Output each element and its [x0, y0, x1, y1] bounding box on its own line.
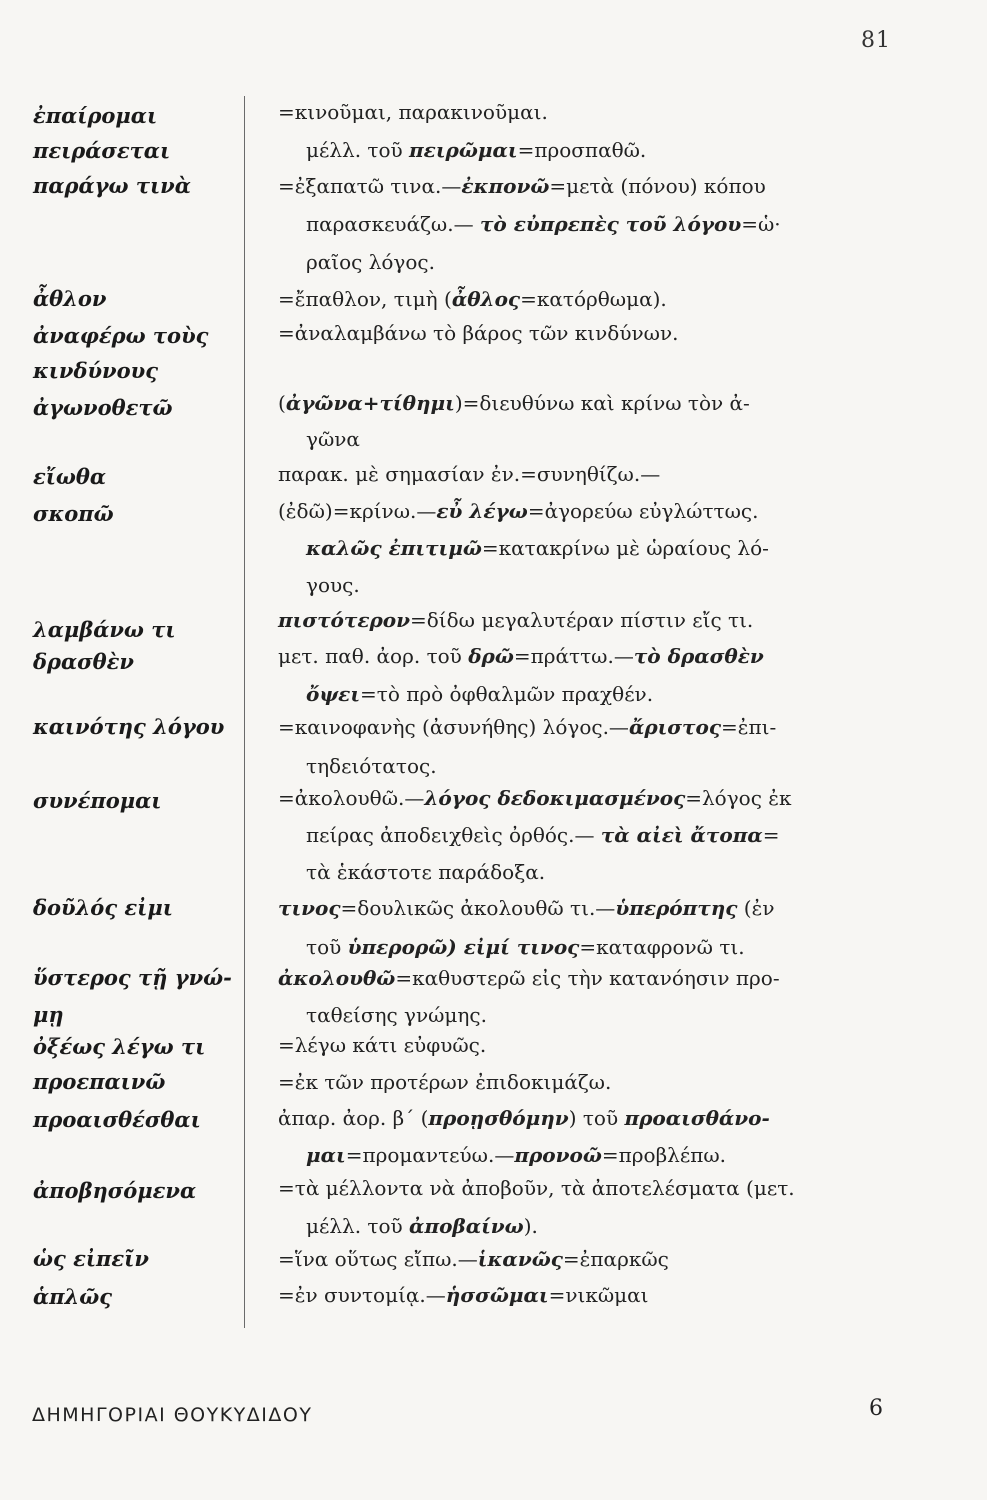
definition-text: =τὰ μέλλοντα νὰ ἀποβοῦν, τὰ ἀποτελέσματα (μετ. — [278, 1176, 795, 1200]
glossary-definition-line — [278, 605, 898, 635]
glossary-definition-line — [278, 318, 898, 348]
glossary-definition-line — [278, 1173, 898, 1203]
emphasized-lemma: ὑπερόπτης — [615, 896, 738, 920]
definition-text: =προμαντεύω.— — [345, 1143, 515, 1167]
definition-text: =ἐκ τῶν προτέρων ἐπιδοκιμάζω. — [278, 1070, 612, 1094]
glossary-term: προαισθέσθαι — [33, 1107, 201, 1132]
glossary-definition-line — [278, 1067, 898, 1097]
emphasized-lemma: τὰ αἰεὶ ἄτοπα — [600, 823, 763, 847]
definition-text: =ἔπαθλον, τιμὴ ( — [278, 287, 452, 311]
emphasized-lemma: λόγος δεδοκιμασμένος — [424, 786, 686, 810]
glossary-definition-line — [278, 459, 898, 489]
glossary-definition-line — [278, 641, 898, 671]
emphasized-lemma: ἀποβαίνω — [409, 1214, 524, 1238]
glossary-term: συνέπομαι — [33, 788, 162, 813]
glossary-definition-line — [306, 1211, 898, 1241]
glossary-definition-line — [278, 496, 898, 526]
glossary-definition-line — [278, 783, 898, 813]
definition-text: =ἐξαπατῶ τινα.— — [278, 174, 462, 198]
emphasized-lemma: προνοῶ — [514, 1143, 602, 1167]
glossary-definition-line — [278, 1103, 898, 1133]
glossary-definition-line — [306, 751, 898, 781]
glossary-definition-line — [306, 135, 898, 165]
definition-text: τὰ ἑκάστοτε παράδοξα. — [306, 860, 546, 884]
glossary-definition-line — [278, 284, 898, 314]
definition-text: ἀπαρ. ἀορ. β΄ ( — [278, 1106, 429, 1130]
glossary-term: δρασθὲν — [33, 649, 134, 674]
definition-text: =ἀκολουθῶ.— — [278, 786, 425, 810]
definition-text: =καινοφανὴς (ἀσυνήθης) λόγος.— — [278, 715, 629, 739]
definition-text: =ὡ· — [741, 212, 781, 236]
definition-text: = — [762, 823, 780, 847]
glossary-definition-line — [278, 712, 898, 742]
emphasized-lemma: μαι — [306, 1143, 346, 1167]
emphasized-lemma: πειρῶμαι — [409, 138, 518, 162]
definition-text: =λέγω κάτι εὐφυῶς. — [278, 1033, 487, 1057]
emphasized-lemma: δρῶ — [468, 644, 514, 668]
glossary-term: εἴωθα — [33, 464, 107, 489]
glossary-definition-line — [278, 171, 898, 201]
emphasized-lemma: ἀγῶνα+τίθημι — [285, 391, 455, 415]
glossary-term: ὡς εἰπεῖν — [33, 1246, 149, 1271]
definition-text: ). — [523, 1214, 538, 1238]
definition-text: ταθείσης γνώμης. — [306, 1003, 487, 1027]
emphasized-lemma: προῃσθόμην — [428, 1106, 569, 1130]
emphasized-lemma: ἄριστος — [628, 715, 722, 739]
glossary-definition-line — [278, 963, 898, 993]
emphasized-lemma: ἆθλος — [451, 287, 521, 311]
definition-text: τηδειότατος. — [306, 754, 437, 778]
definition-text: =ἐν συντομίᾳ.— — [278, 1283, 446, 1307]
definition-text: =μετὰ (πόνου) κόπου — [549, 174, 766, 198]
definition-text: =κατακρίνω μὲ ὡραίους λό- — [481, 536, 769, 560]
emphasized-lemma: προαισθάνο- — [624, 1106, 770, 1130]
glossary-term: μῃ — [33, 1002, 64, 1027]
definition-text: παρακ. μὲ σημασίαν ἐν.=συνηθίζω.— — [278, 462, 661, 486]
definition-text: μετ. παθ. ἀορ. τοῦ — [278, 644, 469, 668]
definition-text: μέλλ. τοῦ — [306, 1214, 410, 1238]
definition-text: γῶνα — [306, 427, 360, 451]
emphasized-lemma: ἡσσῶμαι — [445, 1283, 549, 1307]
definition-text: πείρας ἀποδειχθεὶς ὀρθός.— — [306, 823, 601, 847]
definition-text: =δίδω μεγαλυτέραν πίστιν εἴς τι. — [410, 608, 754, 632]
glossary-term: δοῦλός εἰμι — [33, 895, 173, 920]
definition-text: ( — [278, 391, 286, 415]
glossary-definition-line — [278, 97, 898, 127]
definition-text: =προσπαθῶ. — [517, 138, 647, 162]
glossary-definition-line — [278, 1244, 898, 1274]
definition-text: =προβλέπω. — [601, 1143, 727, 1167]
emphasized-lemma: πιστότερον — [278, 608, 410, 632]
definition-text: (ἐδῶ)=κρίνω.— — [278, 499, 437, 523]
glossary-definition-line — [278, 388, 898, 418]
glossary-definition-line — [306, 857, 898, 887]
definition-text: =καταφρονῶ τι. — [579, 935, 745, 959]
glossary-term: λαμβάνω τι — [33, 617, 176, 642]
definition-text: =τὸ πρὸ ὀφθαλμῶν πραχθέν. — [360, 682, 654, 706]
column-divider — [244, 96, 245, 1328]
definition-text: =ἐπι- — [721, 715, 777, 739]
definition-text: μέλλ. τοῦ — [306, 138, 410, 162]
emphasized-lemma: τινος — [278, 896, 341, 920]
definition-text: =λόγος ἐκ — [685, 786, 792, 810]
glossary-definition-line — [278, 1280, 898, 1310]
definition-text: =ἀναλαμβάνω τὸ βάρος τῶν κινδύνων. — [278, 321, 679, 345]
definition-text: =δουλικῶς ἀκολουθῶ τι.— — [340, 896, 616, 920]
emphasized-lemma: ὄψει — [306, 682, 361, 706]
emphasized-lemma: εὖ λέγω — [436, 499, 528, 523]
glossary-term: προεπαινῶ — [33, 1069, 166, 1094]
glossary-term: παράγω τινὰ — [33, 173, 191, 198]
page-number: 81 — [861, 28, 891, 53]
definition-text: =κατόρθωμα). — [520, 287, 667, 311]
footer-title: ΔΗΜΗΓΟΡΙΑΙ ΘΟΥΚΥΔΙΔΟΥ — [32, 1404, 313, 1426]
definition-text: =ἵνα οὕτως εἴπω.— — [278, 1247, 478, 1271]
emphasized-lemma: ἀκολουθῶ — [278, 966, 396, 990]
emphasized-lemma: ὑπερορῶ) εἰμί τινος — [347, 935, 580, 959]
glossary-term: κινδύνους — [33, 358, 158, 383]
glossary-term: σκοπῶ — [33, 501, 114, 526]
definition-text: =πράττω.— — [513, 644, 634, 668]
glossary-definition-line — [306, 1000, 898, 1030]
glossary-definition-line — [306, 820, 898, 850]
glossary-definition-line — [306, 679, 898, 709]
glossary-definition-line — [306, 570, 898, 600]
glossary-definition-line — [306, 1140, 898, 1170]
definition-text: τοῦ — [306, 935, 348, 959]
glossary-term: ἆθλον — [33, 286, 107, 311]
glossary-term: ὀξέως λέγω τι — [33, 1034, 206, 1059]
emphasized-lemma: τὸ δρασθὲν — [633, 644, 764, 668]
glossary-definition-line — [306, 247, 898, 277]
glossary-term: ἀναφέρω τοὺς — [33, 323, 209, 348]
glossary-definition-line — [278, 893, 898, 923]
emphasized-lemma: ἱκανῶς — [477, 1247, 563, 1271]
definition-text: ) τοῦ — [568, 1106, 625, 1130]
glossary-definition-line — [306, 424, 898, 454]
emphasized-lemma: τὸ εὐπρεπὲς τοῦ λόγου — [479, 212, 742, 236]
glossary-definition-line — [306, 932, 898, 962]
definition-text: γους. — [306, 573, 360, 597]
glossary-definition-line — [306, 533, 898, 563]
definition-text: =καθυστερῶ εἰς τὴν κατανόησιν προ- — [395, 966, 780, 990]
definition-text: )=διευθύνω καὶ κρίνω τὸν ἀ- — [454, 391, 750, 415]
glossary-term: ἐπαίρομαι — [33, 103, 158, 128]
glossary-term: ἀποβησόμενα — [33, 1178, 197, 1203]
emphasized-lemma: ἐκπονῶ — [461, 174, 550, 198]
glossary-term: ὕστερος τῇ γνώ- — [33, 965, 232, 990]
definition-text: (ἐν — [737, 896, 775, 920]
definition-text: =νικῶμαι — [548, 1283, 649, 1307]
glossary-term: ἀγωνοθετῶ — [33, 395, 173, 420]
emphasized-lemma: καλῶς ἐπιτιμῶ — [306, 536, 482, 560]
glossary-term: ἁπλῶς — [33, 1284, 113, 1309]
glossary-term: πειράσεται — [33, 138, 171, 163]
glossary-definition-line — [306, 209, 898, 239]
glossary-term: καινότης λόγου — [33, 714, 225, 739]
glossary-definition-line — [278, 1030, 898, 1060]
definition-text: =κινοῦμαι, παρακινοῦμαι. — [278, 100, 548, 124]
definition-text: ραῖος λόγος. — [306, 250, 435, 274]
sheet-number: 6 — [869, 1396, 883, 1421]
definition-text: παρασκευάζω.— — [306, 212, 480, 236]
definition-text: =ἐπαρκῶς — [562, 1247, 669, 1271]
definition-text: =ἀγορεύω εὐγλώττως. — [527, 499, 759, 523]
